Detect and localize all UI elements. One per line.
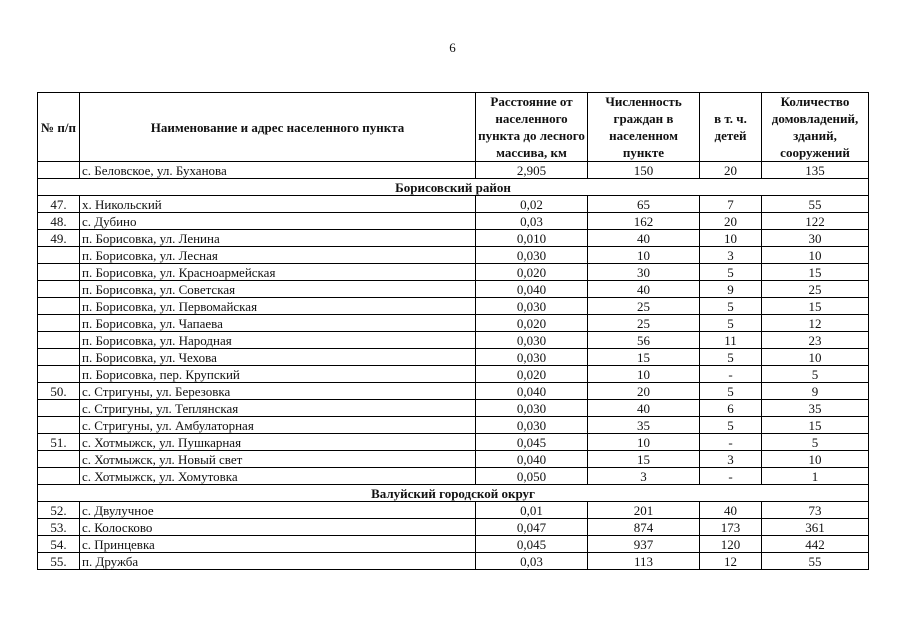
- population-value: 937: [588, 536, 700, 553]
- table-row: [38, 264, 869, 281]
- table-row: [38, 281, 869, 298]
- buildings-value: 122: [762, 213, 869, 230]
- population-value: 40: [588, 400, 700, 417]
- settlement-name: с. Хотмыжск, ул. Хомутовка: [80, 468, 476, 485]
- row-number: [38, 247, 80, 264]
- settlement-name: с. Принцевка: [80, 536, 476, 553]
- buildings-value: 25: [762, 281, 869, 298]
- table-row: [38, 451, 869, 468]
- population-value: 15: [588, 451, 700, 468]
- table-row: [38, 298, 869, 315]
- row-number: [38, 315, 80, 332]
- table-row: [38, 400, 869, 417]
- row-number: 47.: [38, 196, 80, 213]
- settlement-name: п. Борисовка, ул. Народная: [80, 332, 476, 349]
- buildings-value: 361: [762, 519, 869, 536]
- children-value: 11: [700, 332, 762, 349]
- buildings-value: 15: [762, 298, 869, 315]
- table-row: [38, 349, 869, 366]
- row-number: [38, 349, 80, 366]
- buildings-value: 135: [762, 162, 869, 179]
- section-title: Валуйский городской округ: [38, 485, 869, 502]
- buildings-value: 30: [762, 230, 869, 247]
- distance-value: 0,01: [476, 502, 588, 519]
- buildings-value: 10: [762, 247, 869, 264]
- settlement-name: п. Борисовка, ул. Первомайская: [80, 298, 476, 315]
- settlement-name: с. Хотмыжск, ул. Пушкарная: [80, 434, 476, 451]
- buildings-value: 23: [762, 332, 869, 349]
- population-value: 25: [588, 315, 700, 332]
- buildings-value: 10: [762, 349, 869, 366]
- settlement-name: с. Стригуны, ул. Теплянская: [80, 400, 476, 417]
- table-body: [38, 162, 869, 570]
- table-row: [38, 230, 869, 247]
- distance-value: 0,030: [476, 400, 588, 417]
- distance-value: 0,020: [476, 366, 588, 383]
- distance-value: 0,010: [476, 230, 588, 247]
- children-value: 5: [700, 264, 762, 281]
- population-value: 10: [588, 434, 700, 451]
- buildings-value: 55: [762, 553, 869, 570]
- table-row: [38, 332, 869, 349]
- distance-value: 0,03: [476, 213, 588, 230]
- table-row: [38, 213, 869, 230]
- page-number: 6: [449, 40, 456, 55]
- children-value: 20: [700, 162, 762, 179]
- children-value: 20: [700, 213, 762, 230]
- distance-value: 0,030: [476, 417, 588, 434]
- buildings-value: 12: [762, 315, 869, 332]
- population-value: 25: [588, 298, 700, 315]
- row-number: 52.: [38, 502, 80, 519]
- buildings-value: 55: [762, 196, 869, 213]
- settlement-name: п. Борисовка, ул. Чехова: [80, 349, 476, 366]
- population-value: 65: [588, 196, 700, 213]
- children-value: 12: [700, 553, 762, 570]
- children-value: -: [700, 468, 762, 485]
- table-header: [38, 93, 869, 162]
- population-value: 162: [588, 213, 700, 230]
- population-value: 30: [588, 264, 700, 281]
- children-value: -: [700, 434, 762, 451]
- header-name: Наименование и адрес населенного пункта: [80, 93, 476, 162]
- children-value: 5: [700, 383, 762, 400]
- children-value: 5: [700, 315, 762, 332]
- population-value: 40: [588, 230, 700, 247]
- settlement-name: х. Никольский: [80, 196, 476, 213]
- settlement-name: п. Борисовка, ул. Лесная: [80, 247, 476, 264]
- table-row: [38, 247, 869, 264]
- header-num: № п/п: [38, 93, 80, 162]
- row-number: 51.: [38, 434, 80, 451]
- settlement-name: с. Стригуны, ул. Березовка: [80, 383, 476, 400]
- distance-value: 0,047: [476, 519, 588, 536]
- row-number: [38, 281, 80, 298]
- header-buildings: Количество домовладений, зданий, сооружений: [762, 93, 869, 162]
- distance-value: 2,905: [476, 162, 588, 179]
- population-value: 874: [588, 519, 700, 536]
- children-value: 5: [700, 298, 762, 315]
- settlement-name: с. Колосково: [80, 519, 476, 536]
- children-value: 6: [700, 400, 762, 417]
- row-number: [38, 366, 80, 383]
- population-value: 56: [588, 332, 700, 349]
- population-value: 35: [588, 417, 700, 434]
- row-number: 48.: [38, 213, 80, 230]
- population-value: 10: [588, 247, 700, 264]
- settlements-table: [37, 92, 869, 570]
- children-value: 120: [700, 536, 762, 553]
- table-row: [38, 315, 869, 332]
- section-title: Борисовский район: [38, 179, 869, 196]
- distance-value: 0,040: [476, 383, 588, 400]
- settlement-name: п. Борисовка, ул. Советская: [80, 281, 476, 298]
- settlement-name: с. Хотмыжск, ул. Новый свет: [80, 451, 476, 468]
- row-number: [38, 451, 80, 468]
- buildings-value: 5: [762, 366, 869, 383]
- children-value: 10: [700, 230, 762, 247]
- distance-value: 0,050: [476, 468, 588, 485]
- header-distance: Расстояние от населенного пункта до лесного массива, км: [476, 93, 588, 162]
- row-number: 55.: [38, 553, 80, 570]
- buildings-value: 5: [762, 434, 869, 451]
- settlement-name: п. Борисовка, ул. Чапаева: [80, 315, 476, 332]
- buildings-value: 10: [762, 451, 869, 468]
- population-value: 20: [588, 383, 700, 400]
- table-row: [38, 383, 869, 400]
- distance-value: 0,020: [476, 264, 588, 281]
- children-value: 40: [700, 502, 762, 519]
- row-number: [38, 400, 80, 417]
- row-number: 53.: [38, 519, 80, 536]
- population-value: 40: [588, 281, 700, 298]
- buildings-value: 35: [762, 400, 869, 417]
- distance-value: 0,02: [476, 196, 588, 213]
- table-row: [38, 162, 869, 179]
- buildings-value: 73: [762, 502, 869, 519]
- section-row: [38, 179, 869, 196]
- distance-value: 0,030: [476, 349, 588, 366]
- population-value: 10: [588, 366, 700, 383]
- row-number: 50.: [38, 383, 80, 400]
- table-row: [38, 196, 869, 213]
- section-row: [38, 485, 869, 502]
- children-value: -: [700, 366, 762, 383]
- distance-value: 0,030: [476, 298, 588, 315]
- population-value: 3: [588, 468, 700, 485]
- distance-value: 0,045: [476, 536, 588, 553]
- buildings-value: 15: [762, 417, 869, 434]
- row-number: [38, 298, 80, 315]
- table-row: [38, 519, 869, 536]
- settlement-name: с. Двулучное: [80, 502, 476, 519]
- table-row: [38, 468, 869, 485]
- settlement-name: п. Борисовка, пер. Крупский: [80, 366, 476, 383]
- header-population: Численность граждан в населенном пункте: [588, 93, 700, 162]
- buildings-value: 442: [762, 536, 869, 553]
- children-value: 3: [700, 247, 762, 264]
- buildings-value: 9: [762, 383, 869, 400]
- children-value: 9: [700, 281, 762, 298]
- children-value: 3: [700, 451, 762, 468]
- table-row: [38, 417, 869, 434]
- distance-value: 0,040: [476, 451, 588, 468]
- row-number: [38, 264, 80, 281]
- table-row: [38, 536, 869, 553]
- distance-value: 0,030: [476, 332, 588, 349]
- buildings-value: 1: [762, 468, 869, 485]
- settlement-name: п. Борисовка, ул. Красноармейская: [80, 264, 476, 281]
- population-value: 15: [588, 349, 700, 366]
- table-row: [38, 366, 869, 383]
- settlement-name: с. Стригуны, ул. Амбулаторная: [80, 417, 476, 434]
- population-value: 150: [588, 162, 700, 179]
- children-value: 7: [700, 196, 762, 213]
- distance-value: 0,03: [476, 553, 588, 570]
- row-number: 54.: [38, 536, 80, 553]
- settlement-name: п. Борисовка, ул. Ленина: [80, 230, 476, 247]
- distance-value: 0,030: [476, 247, 588, 264]
- row-number: [38, 332, 80, 349]
- settlement-name: с. Дубино: [80, 213, 476, 230]
- settlement-name: п. Дружба: [80, 553, 476, 570]
- distance-value: 0,020: [476, 315, 588, 332]
- settlement-name: с. Беловское, ул. Буханова: [80, 162, 476, 179]
- table-row: [38, 502, 869, 519]
- population-value: 201: [588, 502, 700, 519]
- table-row: [38, 434, 869, 451]
- distance-value: 0,040: [476, 281, 588, 298]
- table-row: [38, 553, 869, 570]
- children-value: 5: [700, 417, 762, 434]
- children-value: 173: [700, 519, 762, 536]
- row-number: [38, 468, 80, 485]
- header-children: в т. ч. детей: [700, 93, 762, 162]
- row-number: [38, 162, 80, 179]
- buildings-value: 15: [762, 264, 869, 281]
- population-value: 113: [588, 553, 700, 570]
- row-number: [38, 417, 80, 434]
- children-value: 5: [700, 349, 762, 366]
- row-number: 49.: [38, 230, 80, 247]
- distance-value: 0,045: [476, 434, 588, 451]
